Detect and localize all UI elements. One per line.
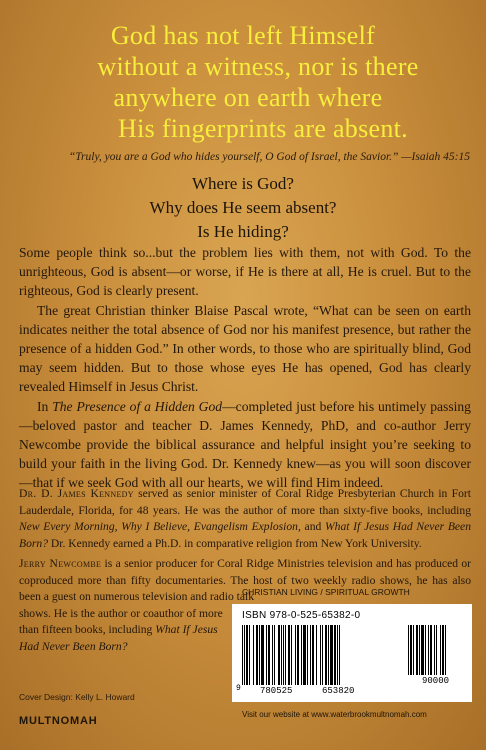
barcode-addon-number: 90000 bbox=[422, 676, 450, 686]
bio-book: Had Never Been Born? bbox=[19, 639, 128, 653]
bio-text: is a senior producer for Coral Ridge Ministries television and has produced or coproduced more than fifty documentaries. The host of two weekly radio shows, he has also been a guest on numerous television and radio talk bbox=[19, 557, 471, 604]
scripture-epigraph: “Truly, you are a God who hides yourself, O God of Israel, the Savior.” —Isaiah 45:15 bbox=[68, 151, 470, 163]
body-paragraph-1: Some people think so...but the problem lies with them, not with God. To the unrighteous, God is absent—or worse, if He is there at all, He is cruel. But to the righteous, God is clearly present. bbox=[19, 245, 471, 299]
barcode-stripe bbox=[446, 625, 447, 675]
author-name-newcombe: Jerry Newcombe bbox=[19, 557, 102, 570]
bio-text: and bbox=[300, 520, 325, 534]
barcode-digit: 9 bbox=[236, 684, 241, 693]
headline-line-4: His fingerprints are absent. bbox=[118, 114, 408, 143]
question-3: Is He hiding? bbox=[197, 222, 289, 241]
category-label: CHRISTIAN LIVING / SPIRITUAL GROWTH bbox=[242, 587, 410, 597]
headline-line-1: God has not left Himself bbox=[110, 21, 376, 50]
question-2: Why does He seem absent? bbox=[149, 198, 337, 217]
bio-line bbox=[19, 622, 229, 639]
p3-prefix: In bbox=[37, 398, 53, 414]
barcode-panel bbox=[232, 604, 472, 702]
bio-line bbox=[19, 639, 229, 656]
bio-book: What If Jesus Had Never Been Born? bbox=[19, 520, 471, 550]
bio-line: shows. He is the author or coauthor of more bbox=[19, 606, 223, 620]
bio-book: What If Jesus bbox=[155, 623, 218, 637]
book-title: The Presence of a Hidden God bbox=[52, 398, 223, 414]
bio-text: Dr. Kennedy earned a Ph.D. in comparative religion from New York University. bbox=[47, 536, 422, 550]
author-bio-kennedy bbox=[19, 486, 471, 558]
bio-text: served as senior minister of Coral Ridge Presbyterian Church in Fort Lauderdale, Florida, for 48 years. He was the author of more than sixty-five books, including bbox=[19, 487, 471, 517]
addon-barcode-icon bbox=[408, 625, 464, 675]
headline-line-3: anywhere on earth where bbox=[113, 83, 383, 112]
headline-quote bbox=[0, 20, 486, 144]
question-1: Where is God? bbox=[192, 174, 294, 193]
barcode-group-1: 780525 bbox=[260, 686, 293, 696]
p3-rest: —completed just before his untimely passing—beloved pastor and teacher D. James Kennedy, PhD, and co-author Jerry Newcombe provide the biblical assurance and helpful insight you’re seeking to build your faith in the living God. Dr. Kennedy knew—as you will soon discover—that if we seek God with all our hearts, we will find Him indeed. bbox=[19, 398, 471, 491]
publisher-logo: MULTNOMAH bbox=[19, 715, 98, 727]
publisher-website: Visit our website at www.waterbrookmultnomah.com bbox=[242, 710, 427, 719]
barcode-group-2: 653820 bbox=[322, 686, 355, 696]
barcode-icon bbox=[242, 625, 392, 685]
isbn-number: ISBN 978-0-525-65382-0 bbox=[242, 610, 361, 621]
barcode-stripe bbox=[340, 625, 341, 685]
description-body bbox=[19, 243, 471, 493]
body-paragraph-2: The great Christian thinker Blaise Pascal wrote, “What can be seen on earth indicates neither the total absence of God nor his manifest presence, but rather the presence of a hidden God.” In other words, to those who are spiritually blind, God may seem hidden. But to those whose eyes He has opened, God has clearly revealed Himself in Jesus Christ. bbox=[19, 302, 471, 395]
bio-books: New Every Morning, Why I Believe, Evangelism Explosion, bbox=[19, 520, 301, 534]
cover-design-credit: Cover Design: Kelly L. Howard bbox=[19, 692, 135, 702]
headline-line-2: without a witness, nor is there bbox=[97, 52, 419, 81]
author-name-kennedy: Dr. D. James Kennedy bbox=[19, 487, 134, 500]
bio-text: than fifteen books, including bbox=[19, 623, 156, 637]
question-block bbox=[0, 172, 486, 244]
body-paragraph-3 bbox=[19, 397, 471, 493]
